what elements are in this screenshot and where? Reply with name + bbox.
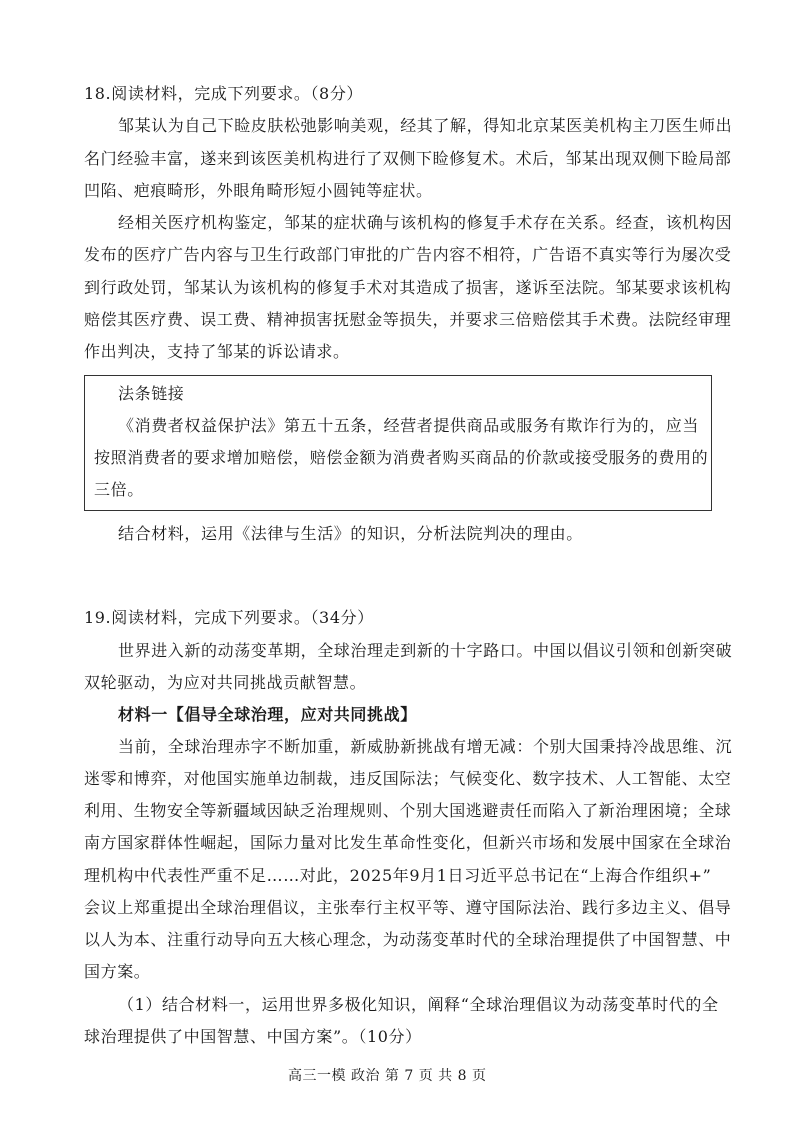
q18-paragraph-2-line-2: 发布的医疗广告内容与卫生行政部门审批的广告内容不相符，广告语不真实等行为屡次受 bbox=[84, 245, 732, 264]
q18-paragraph-1-line-2: 名门经验丰富，遂来到该医美机构进行了双侧下睑修复术。术后，邹某出现双侧下睑局部 bbox=[84, 149, 732, 168]
q19-sub-question-1-line-1: （1）结合材料一，运用世界多极化知识，阐释“全球治理倡议为动荡变革时代的全 bbox=[118, 995, 719, 1014]
q19-header: 19.阅读材料，完成下列要求。（34分） bbox=[84, 608, 374, 627]
q18-paragraph-1-line-1: 邹某认为自己下睑皮肤松弛影响美观，经其了解，得知北京某医美机构主刀医生师出 bbox=[118, 116, 733, 135]
q18-paragraph-1-line-3: 凹陷、疤痕畸形，外眼角畸形短小圆钝等症状。 bbox=[84, 181, 433, 200]
material-1-line-7: 以人为本、注重行动导向五大核心理念，为动荡变革时代的全球治理提供了中国智慧、中 bbox=[84, 930, 732, 949]
law-link-line-1: 《消费者权益保护法》第五十五条，经营者提供商品或服务有欺诈行为的，应当 bbox=[118, 416, 700, 435]
material-1-line-6: 会议上郑重提出全球治理倡议，主张奉行主权平等、遵守国际法治、践行多边主义、倡导 bbox=[84, 898, 732, 917]
q18-paragraph-2-line-3: 到行政处罚，邹某认为该机构的修复手术对其造成了损害，遂诉至法院。邹某要求该机构 bbox=[84, 278, 732, 297]
q18-paragraph-2-line-4: 赔偿其医疗费、误工费、精神损害抚慰金等损失，并要求三倍赔偿其手术费。法院经审理 bbox=[84, 310, 732, 329]
material-1-title: 材料一【倡导全球治理，应对共同挑战】 bbox=[118, 705, 417, 724]
q18-paragraph-2-line-1: 经相关医疗机构鉴定，邹某的症状确与该机构的修复手术存在关系。经查，该机构因 bbox=[118, 213, 733, 232]
material-1-line-5: 理机构中代表性严重不足……对此，2025年9月1日习近平总书记在“上海合作组织+” bbox=[84, 866, 712, 885]
material-1-line-2: 迷零和博弈，对他国实施单边制裁，违反国际法；气候变化、数字技术、人工智能、太空 bbox=[84, 769, 732, 788]
q18-question: 结合材料，运用《法律与生活》的知识，分析法院判决的理由。 bbox=[118, 524, 583, 543]
page-footer: 高三一模 政治 第 7 页 共 8 页 bbox=[288, 1068, 487, 1084]
q19-intro-line-2: 双轮驱动，为应对共同挑战贡献智慧。 bbox=[84, 673, 367, 692]
law-link-line-2: 按照消费者的要求增加赔偿，赔偿金额为消费者购买商品的价款或接受服务的费用的 bbox=[94, 448, 709, 467]
q19-sub-question-1-line-2: 球治理提供了中国智慧、中国方案”。（10分） bbox=[84, 1027, 422, 1046]
q18-header: 18.阅读材料，完成下列要求。（8分） bbox=[84, 84, 364, 103]
material-1-line-3: 利用、生物安全等新疆域因缺乏治理规则、个别大国逃避责任而陷入了新治理困境；全球 bbox=[84, 801, 732, 820]
material-1-line-8: 国方案。 bbox=[84, 962, 151, 981]
law-link-title: 法条链接 bbox=[118, 384, 185, 403]
material-1-line-1: 当前，全球治理赤字不断加重，新威胁新挑战有增无减：个别大国秉持冷战思维、沉 bbox=[118, 737, 733, 756]
q18-paragraph-2-line-5: 作出判决，支持了邹某的诉讼请求。 bbox=[84, 342, 350, 361]
q19-intro-line-1: 世界进入新的动荡变革期，全球治理走到新的十字路口。中国以倡议引领和创新突破 bbox=[118, 641, 733, 660]
material-1-line-4: 南方国家群体性崛起，国际力量对比发生革命性变化，但新兴市场和发展中国家在全球治 bbox=[84, 833, 732, 852]
law-link-line-3: 三倍。 bbox=[94, 480, 144, 499]
